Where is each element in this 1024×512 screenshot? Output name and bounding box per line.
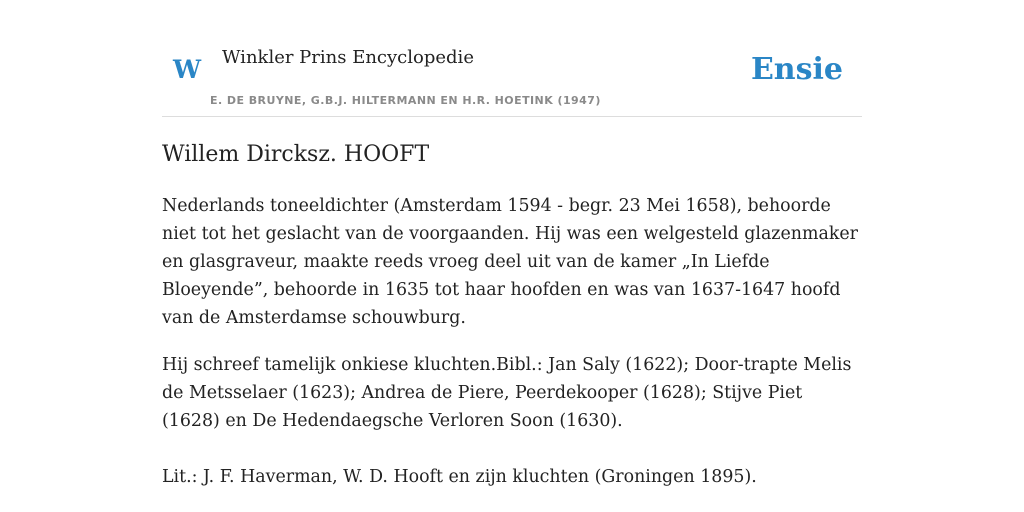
ensie-logo[interactable]: Ensie bbox=[750, 52, 843, 87]
article-title: Willem Dircksz. HOOFT bbox=[162, 142, 430, 167]
article-paragraph-bibliography: Hij schreef tamelijk onkiese kluchten.Bibl.: Jan Saly (1622); Door-trapte Melis de Metsselaer (1623); Andrea de Piere, Peerdekooper (1628); Stijve Piet (1628) en De Hedendaegsche Verloren Soon (1630). bbox=[162, 355, 852, 431]
winkler-prins-logo[interactable]: W bbox=[173, 55, 202, 84]
source-header bbox=[162, 0, 862, 117]
article-paragraph-literature: Lit.: J. F. Haverman, W. D. Hooft en zijn kluchten (Groningen 1895). bbox=[162, 467, 757, 487]
article-paragraph-biography: Nederlands toneeldichter (Amsterdam 1594 - begr. 23 Mei 1658), behoorde niet tot het geslacht van de voorgaanden. Hij was een welgesteld glazenmaker en glasgraveur, maakte reeds vroeg deel uit van de kamer „In Liefde Bloeyende”, behoorde in 1635 tot haar hoofden en was van 1637-1647 hoofd van de Amsterdamse schouwburg. bbox=[162, 196, 858, 328]
source-title[interactable]: Winkler Prins Encyclopedie bbox=[222, 47, 474, 68]
source-authors: E. DE BRUYNE, G.B.J. HILTERMANN EN H.R. HOETINK (1947) bbox=[210, 94, 601, 107]
article-page bbox=[162, 0, 862, 512]
